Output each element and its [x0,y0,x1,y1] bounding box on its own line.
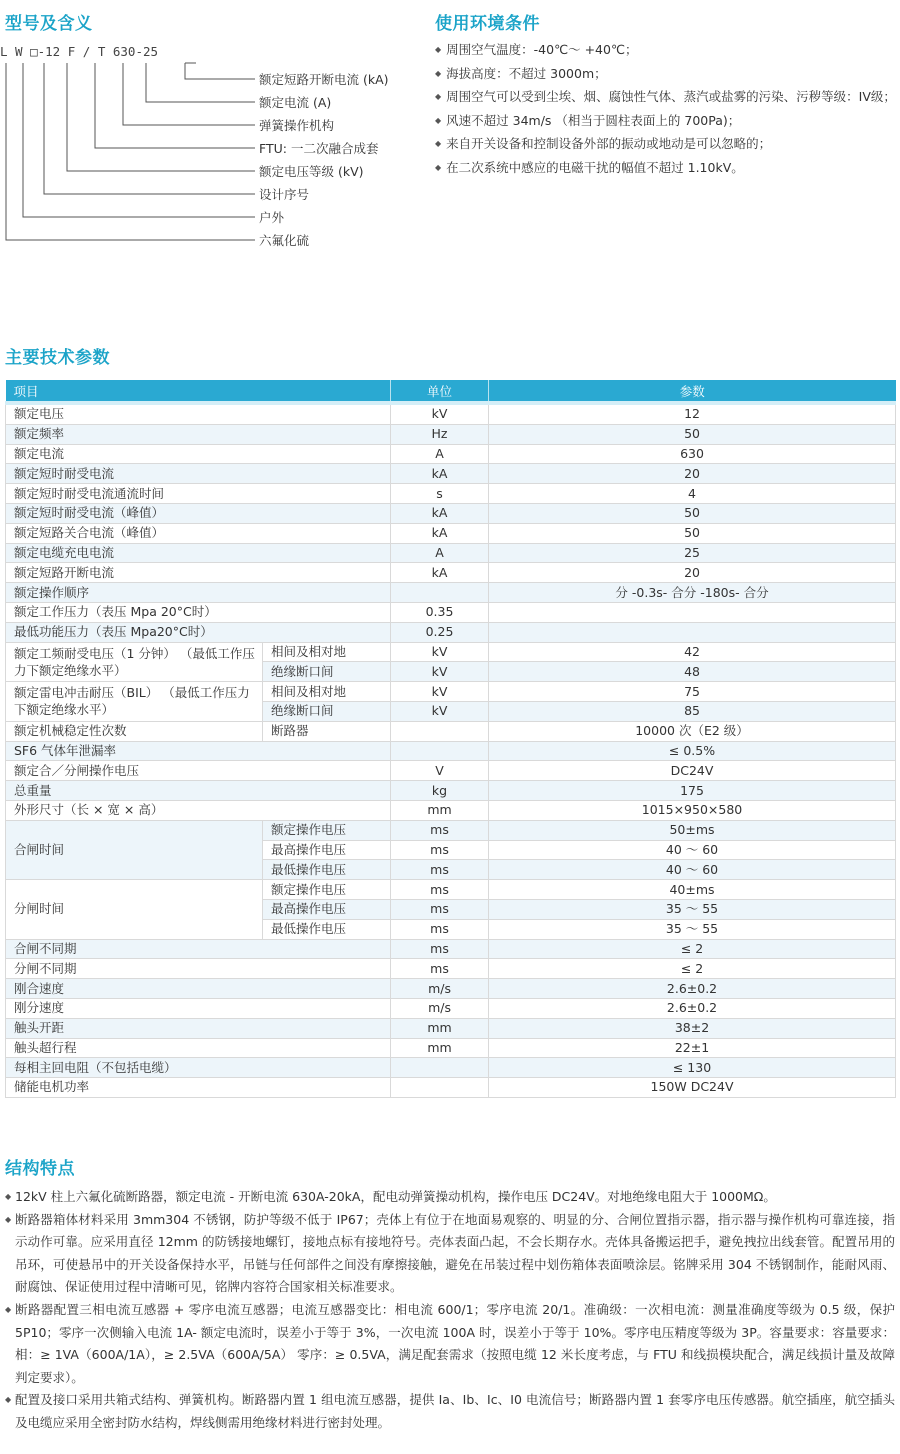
table-row [6,820,896,840]
param-unit: ms [391,880,489,900]
param-name: 分闸不同期 [6,959,391,979]
param-name: 额定短路开断电流 [6,563,391,583]
param-unit: m/s [391,998,489,1018]
param-value: 50 [489,503,896,523]
table-row [6,563,896,583]
param-name: 额定电压 [6,403,391,424]
table-row [6,761,896,781]
legend-rated-short-circuit-breaking: 额定短路开断电流 (kA) [259,72,389,87]
table-row [6,444,896,464]
param-unit: kA [391,523,489,543]
param-name: 外形尺寸（长 × 宽 × 高） [6,800,391,820]
params-table [5,380,896,1098]
param-condition: 绝缘断口间 [263,701,391,721]
table-row [6,622,896,642]
param-value: 22±1 [489,1038,896,1058]
param-unit: ms [391,860,489,880]
param-value: 630 [489,444,896,464]
feature-item: ◆ 断路器箱体材料采用 3mm304 不锈钢，防护等级不低于 IP67；壳体上有位于在地面易观察的、明显的分、合闸位置指示器，指示器与操作机构可靠连接，指示动作可靠。应采用直径 12mm 的防锈接地螺钉，接地点标有接地符号。壳体表面凸起，不会长期存水。壳体具备搬运把手，避免拽拉出线套管。配置吊用的吊环，可使悬吊中的开关设备保持水平，吊链与任何部件之间没有摩擦接触，避免在吊装过程中划伤箱体表面喷涂层。铭牌采用 304 不锈钢制作，能耐风雨、耐腐蚀、保证使用过程中清晰可见，铭牌内容符合国家相关标准要求。 [5,1209,895,1299]
diamond-bullet-icon: ◆ [435,139,442,148]
diamond-bullet-icon: ◆ [435,45,442,54]
param-name: 额定短时耐受电流（峰值） [6,503,391,523]
param-name: 额定合／分闸操作电压 [6,761,391,781]
table-row [6,959,896,979]
param-value: 35 ～ 55 [489,899,896,919]
param-unit: kV [391,662,489,682]
param-unit: 0.35 [391,602,489,622]
legend-spring-mechanism: 弹簧操作机构 [259,118,335,133]
legend-rated-current: 额定电流 (A) [259,95,332,110]
diamond-bullet-icon: ◆ [435,92,442,101]
diamond-bullet-icon: ◆ [435,115,442,125]
param-condition: 断路器 [263,721,391,741]
diamond-bullet-icon: ◆ [5,1395,12,1405]
param-name: 刚合速度 [6,979,391,999]
table-row [6,503,896,523]
param-value: 75 [489,682,896,702]
leader-line [185,63,255,79]
feature-item: ◆ 配置及接口采用共箱式结构、弹簧机构。断路器内置 1 组电流互感器，提供 Ia、Ib、Ic、I0 电流信号；断路器内置 1 套零序电压传感器。航空插座，航空插头及电缆应采用全密封防水结构，焊线侧需用绝缘材料进行密封处理。 [5,1389,895,1434]
diamond-bullet-icon: ◆ [5,1214,12,1224]
feature-item: ◆ 断路器配置三相电流互感器 + 零序电流互感器；电流互感器变比：相电流 600/1；零序电流 20/1。准确级：一次相电流：测量准确度等级为 0.5 级，保护 5P10；零序一次侧输入电流 1A- 额定电流时，误差小于等于 3%，一次电流 100A 时，误差小于等于 10%。零序电压精度等级为 3P。容量要求：容量要求：相：≥ 1VA（600A/1A），≥ 2.5VA（600A/5A） 零序：≥ 0.5VA，满足配套需求（按照电缆 12 米长度考虑，与 FTU 和线损模块配合，满足线损计量及故障判定要求）。 [5,1299,895,1389]
table-row [6,741,896,761]
table-row [6,1018,896,1038]
param-name: 额定雷电冲击耐压（BIL） （最低工作压力下额定绝缘水平） [6,682,263,722]
table-row [6,998,896,1018]
param-condition: 最低操作电压 [263,919,391,939]
table-row [6,880,896,900]
param-condition: 最低操作电压 [263,860,391,880]
header-unit: 单位 [391,380,489,403]
param-unit: mm [391,800,489,820]
diamond-bullet-icon: ◆ [5,1304,12,1314]
table-row [6,1058,896,1078]
params-section-title: 主要技术参数 [5,348,110,368]
env-item: ◆ 在二次系统中感应的电磁干扰的幅值不超过 1.10kV。 [435,159,744,175]
legend-rated-voltage: 额定电压等级 (kV) [259,164,364,179]
param-value: 20 [489,563,896,583]
param-value [489,622,896,642]
leader-line [95,63,255,148]
param-value: 20 [489,464,896,484]
param-name: 额定短时耐受电流 [6,464,391,484]
legend-ftu: FTU: 一二次融合成套 [259,141,379,156]
feature-item: ◆ 12kV 柱上六氟化硫断路器，额定电流 - 开断电流 630A-20kA，配电动弹簧操动机构，操作电压 DC24V。对地绝缘电阻大于 1000MΩ。 [5,1186,895,1209]
param-name: 总重量 [6,781,391,801]
param-value: 42 [489,642,896,662]
leader-line [6,63,255,240]
param-unit: ms [391,919,489,939]
env-item: ◆ 周围空气温度：-40℃～ +40℃； [435,42,638,57]
param-name: 合闸不同期 [6,939,391,959]
env-section-title: 使用环境条件 [435,14,540,34]
env-item: ◆ 来自开关设备和控制设备外部的振动或地动是可以忽略的； [435,136,772,151]
param-value: ≤ 130 [489,1058,896,1078]
param-name: 额定电流 [6,444,391,464]
param-name: 每相主回电阻（不包括电缆） [6,1058,391,1078]
param-unit: kV [391,701,489,721]
model-section-title: 型号及含义 [5,14,93,34]
param-value: DC24V [489,761,896,781]
param-value: 50±ms [489,820,896,840]
param-unit: s [391,484,489,504]
legend-design-serial: 设计序号 [259,187,310,202]
table-row [6,1038,896,1058]
table-row [6,464,896,484]
param-condition: 最高操作电压 [263,899,391,919]
table-row [6,979,896,999]
param-unit: Hz [391,424,489,444]
param-value [489,602,896,622]
param-name: 最低功能压力（表压 Mpa20°C时） [6,622,391,642]
param-unit [391,583,489,603]
param-unit: kA [391,503,489,523]
param-value: 35 ～ 55 [489,919,896,939]
env-item: ◆ 风速不超过 34m/s （相当于圆柱表面上的 700Pa)； [435,112,741,128]
param-name: 储能电机功率 [6,1078,391,1098]
diamond-bullet-icon: ◆ [435,162,442,172]
param-unit: kA [391,563,489,583]
param-value: 40±ms [489,880,896,900]
param-unit: ms [391,899,489,919]
param-condition: 额定操作电压 [263,880,391,900]
table-row [6,543,896,563]
leader-line [146,63,255,102]
env-item: ◆ 海拔高度：不超过 3000m； [435,65,607,81]
table-row [6,1078,896,1098]
param-value: 10000 次（E2 级） [489,721,896,741]
param-unit: mm [391,1018,489,1038]
param-unit: kV [391,682,489,702]
param-value: 50 [489,523,896,543]
legend-outdoor: 户外 [259,210,285,225]
param-name: 额定短时耐受电流通流时间 [6,484,391,504]
param-value: 38±2 [489,1018,896,1038]
param-value: 2.6±0.2 [489,979,896,999]
model-code: L W □-12 F / T 630-25 [0,44,159,59]
table-row [6,939,896,959]
param-name: 合闸时间 [6,820,263,879]
param-condition: 相间及相对地 [263,682,391,702]
param-unit: ms [391,820,489,840]
param-name: 触头超行程 [6,1038,391,1058]
features-list [5,1186,895,1435]
table-row [6,403,896,424]
param-condition: 绝缘断口间 [263,662,391,682]
params-body [6,403,896,1097]
param-name: SF6 气体年泄漏率 [6,741,391,761]
table-row [6,602,896,622]
header-value: 参数 [489,380,896,403]
table-row [6,682,896,702]
param-name: 额定操作顺序 [6,583,391,603]
table-row [6,484,896,504]
env-list [435,42,900,183]
param-name: 额定机械稳定性次数 [6,721,263,741]
param-value: 12 [489,403,896,424]
table-row [6,721,896,741]
param-value: ≤ 0.5% [489,741,896,761]
param-value: 150W DC24V [489,1078,896,1098]
table-row [6,523,896,543]
param-unit: V [391,761,489,781]
param-name: 额定频率 [6,424,391,444]
param-unit: mm [391,1038,489,1058]
param-unit: 0.25 [391,622,489,642]
param-name: 额定工作压力（表压 Mpa 20°C时） [6,602,391,622]
param-name: 额定短路关合电流（峰值） [6,523,391,543]
param-condition: 额定操作电压 [263,820,391,840]
diamond-bullet-icon: ◆ [5,1192,12,1201]
table-row [6,800,896,820]
param-name: 分闸时间 [6,880,263,939]
table-row [6,781,896,801]
param-unit: kg [391,781,489,801]
param-value: ≤ 2 [489,939,896,959]
param-unit: ms [391,840,489,860]
param-value: 85 [489,701,896,721]
table-header-row [6,380,896,403]
param-unit [391,1078,489,1098]
param-value: 175 [489,781,896,801]
param-condition: 最高操作电压 [263,840,391,860]
param-unit: ms [391,959,489,979]
param-name: 刚分速度 [6,998,391,1018]
model-code-diagram [0,0,420,260]
param-unit [391,741,489,761]
legend-sf6: 六氟化硫 [259,233,310,248]
table-row [6,642,896,662]
param-value: 40 ～ 60 [489,840,896,860]
param-value: 分 -0.3s- 合分 -180s- 合分 [489,583,896,603]
param-name: 额定电缆充电电流 [6,543,391,563]
param-unit [391,721,489,741]
param-unit: A [391,444,489,464]
param-unit: m/s [391,979,489,999]
param-value: ≤ 2 [489,959,896,979]
header-item: 项目 [6,380,391,403]
leader-line [123,63,255,125]
param-value: 25 [489,543,896,563]
param-unit: ms [391,939,489,959]
param-name: 额定工频耐受电压（1 分钟） （最低工作压力下额定绝缘水平） [6,642,263,682]
diamond-bullet-icon: ◆ [435,68,442,78]
param-unit [391,1058,489,1078]
table-row [6,424,896,444]
param-value: 4 [489,484,896,504]
features-section-title: 结构特点 [5,1159,75,1179]
param-name: 触头开距 [6,1018,391,1038]
param-condition: 相间及相对地 [263,642,391,662]
param-unit: kV [391,642,489,662]
param-value: 50 [489,424,896,444]
param-unit: A [391,543,489,563]
param-unit: kA [391,464,489,484]
table-row [6,583,896,603]
param-value: 48 [489,662,896,682]
param-value: 2.6±0.2 [489,998,896,1018]
param-unit: kV [391,403,489,424]
param-value: 1015×950×580 [489,800,896,820]
leader-line [44,63,255,194]
param-value: 40 ～ 60 [489,860,896,880]
env-item: ◆ 周围空气可以受到尘埃、烟、腐蚀性气体、蒸汽或盐雾的污染、污秽等级：IV级； [435,89,896,104]
